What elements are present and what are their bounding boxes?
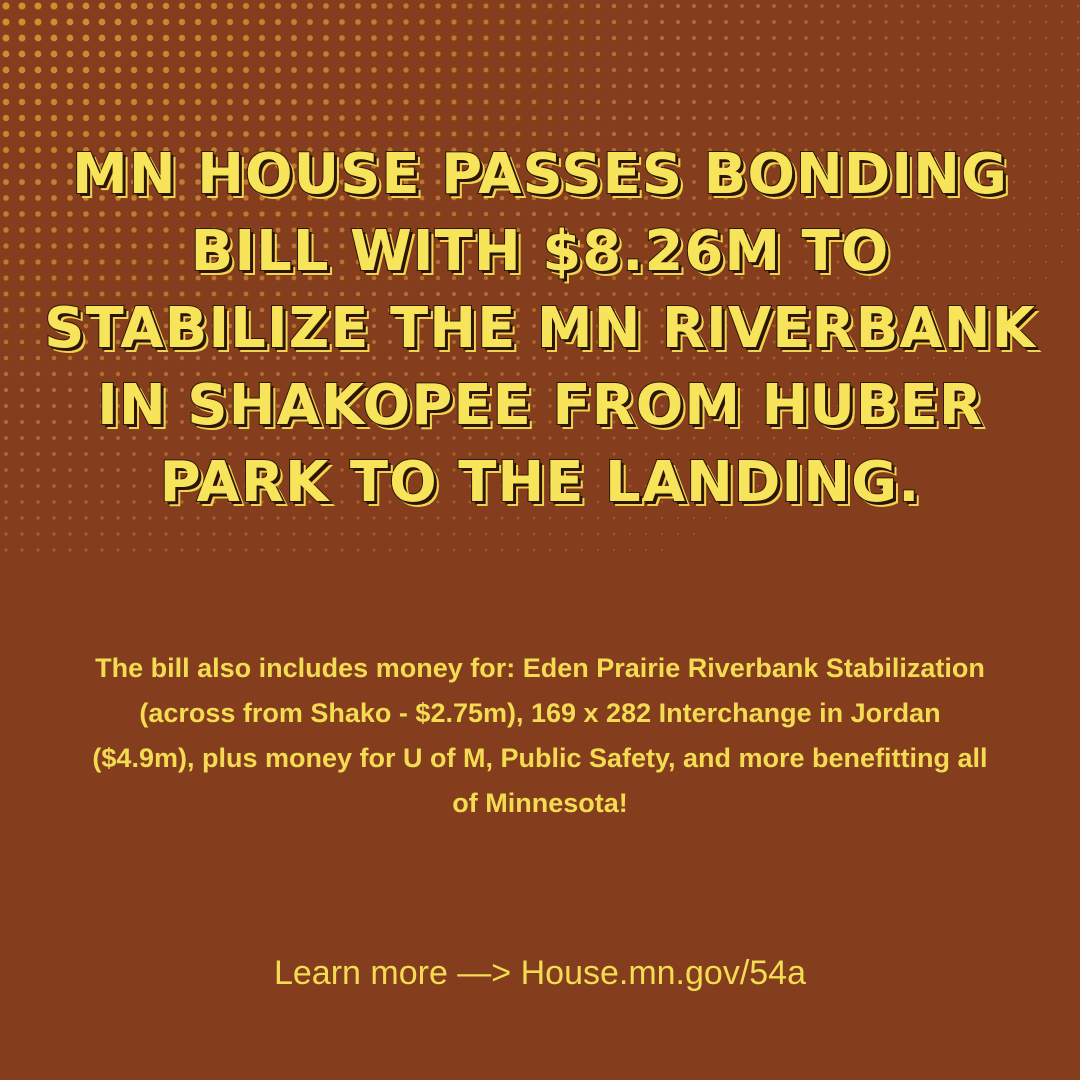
- learn-more-link-text: Learn more —> House.mn.gov/54a: [273, 954, 806, 992]
- bill-details-text: The bill also includes money for: Eden Prairie Riverbank Stabilization (across from Shako - $2.75m), 169 x 282 Interchange in Jordan ($4.9m), plus money for U of M, Public Safety, and more benefitting all of Minnesota!: [92, 653, 988, 818]
- headline: MN HOUSE PASSES BONDING BILL WITH $8.26M TO STABILIZE THE MN RIVERBANK IN SHAKOPEE FROM HUBER PARK TO THE LANDING.: [44, 142, 1036, 515]
